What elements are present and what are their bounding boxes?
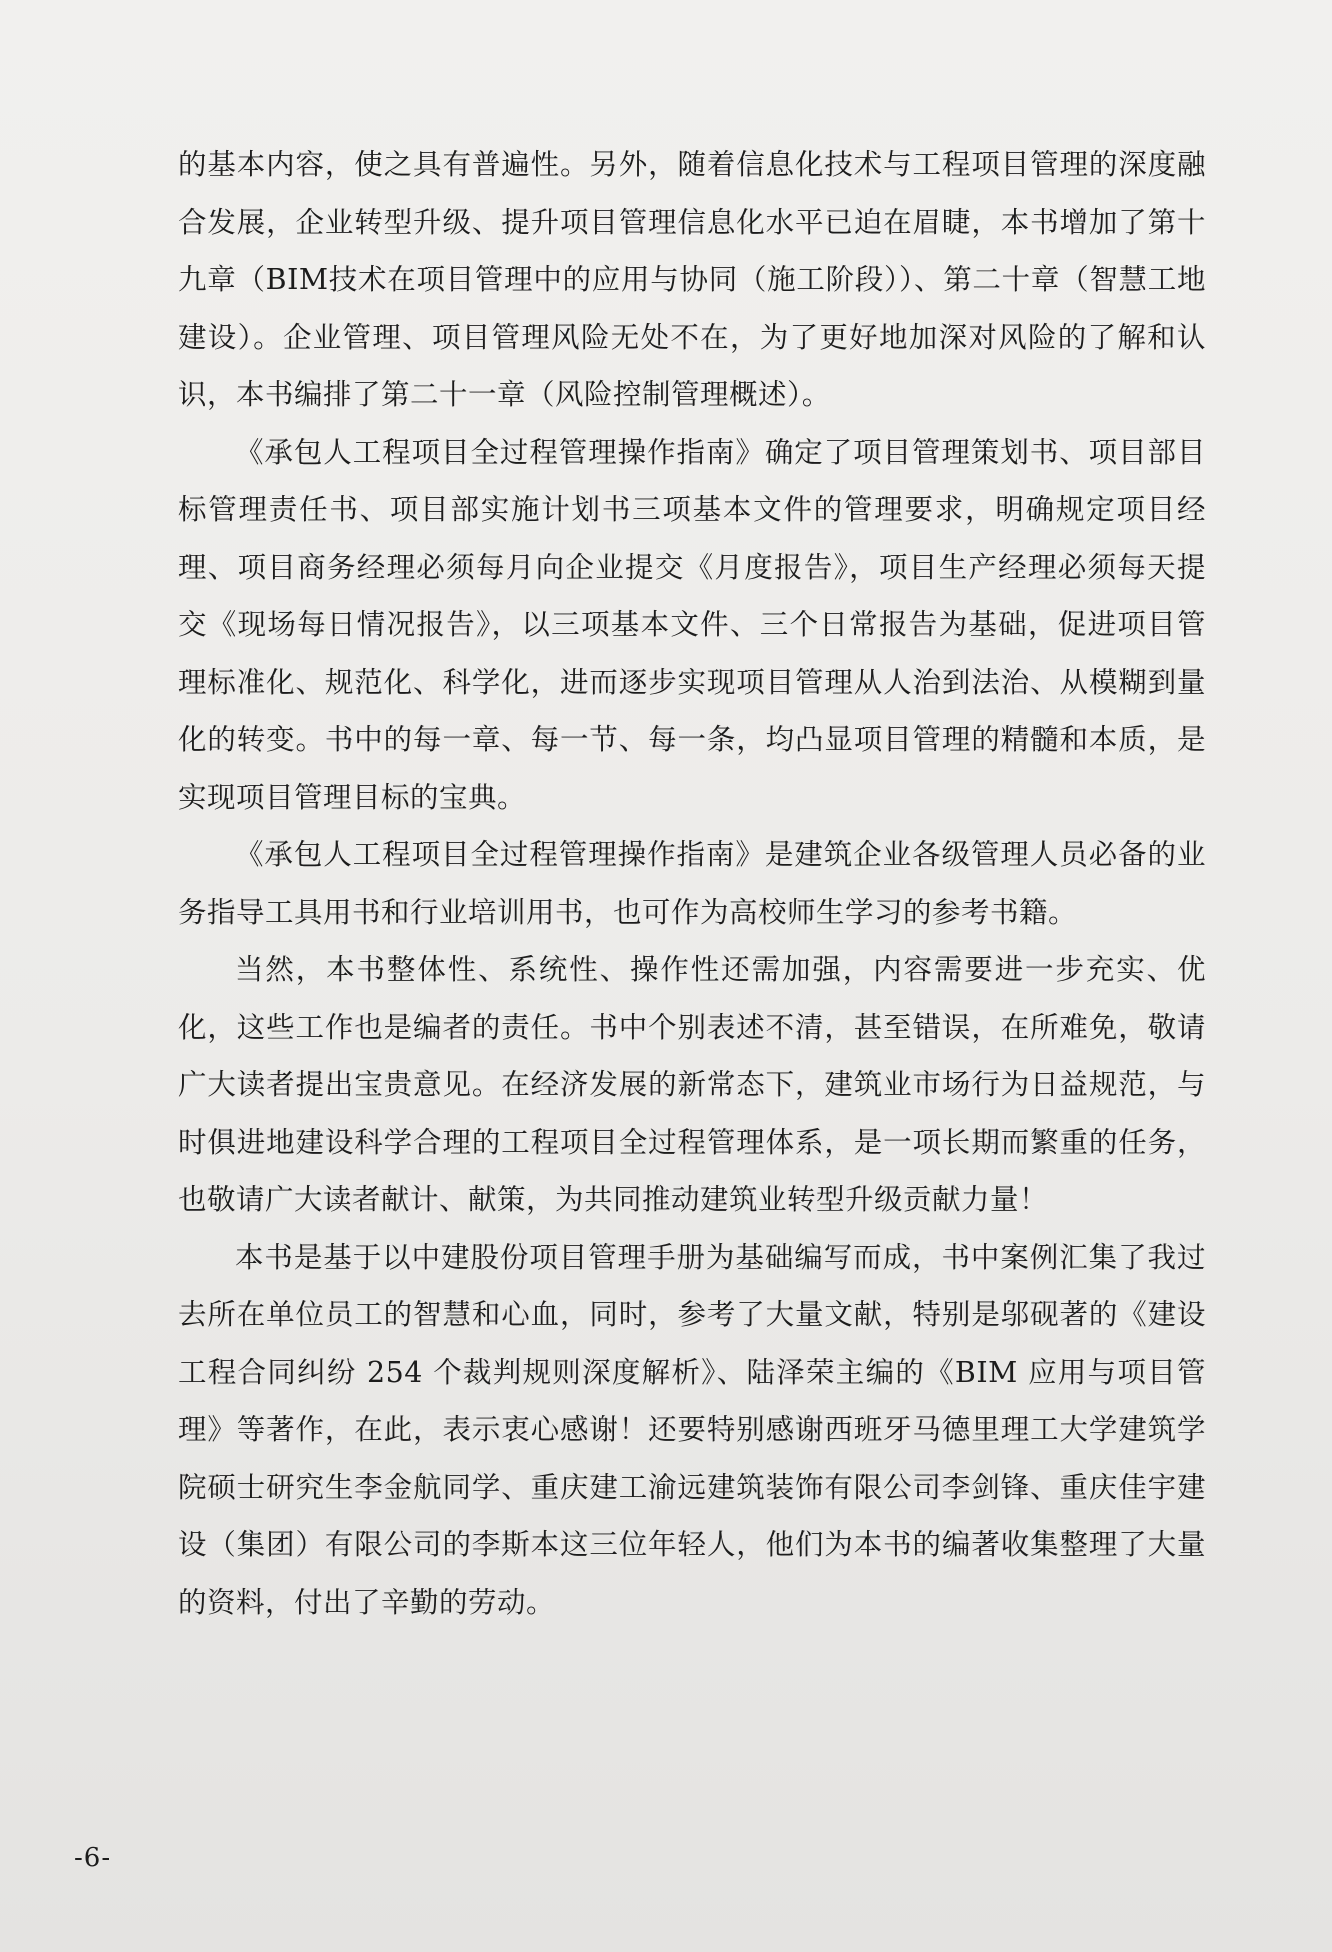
page-number: -6- bbox=[74, 1843, 112, 1873]
paragraph-2: 《承包人工程项目全过程管理操作指南》确定了项目管理策划书、项目部目标管理责任书、项目部实施计划书三项基本文件的管理要求，明确规定项目经理、项目商务经理必须每月向企业提交《月度报告》，项目生产经理必须每天提交《现场每日情况报告》，以三项基本文件、三个日常报告为基础，促进项目管理标准化、规范化、科学化，进而逐步实现项目管理从人治到法治、从模糊到量化的转变。书中的每一章、每一节、每一条，均凸显项目管理的精髓和本质，是实现项目管理目标的宝典。 bbox=[178, 435, 1206, 814]
paragraph-5: 本书是基于以中建股份项目管理手册为基础编写而成，书中案例汇集了我过去所在单位员工的智慧和心血，同时，参考了大量文献，特别是邬砚著的《建设工程合同纠纷 254 个裁判规则深度解析》、陆泽荣主编的《BIM 应用与项目管理》等著作，在此，表示衷心感谢！还要特别感谢西班牙马德里理工大学建筑学院硕士研究生李金航同学、重庆建工渝远建筑装饰有限公司李剑锋、重庆佳宇建设（集团）有限公司的李斯本这三位年轻人，他们为本书的编著收集整理了大量的资料，付出了辛勤的劳动。 bbox=[178, 1240, 1206, 1619]
paragraph-4: 当然，本书整体性、系统性、操作性还需加强，内容需要进一步充实、优化，这些工作也是编者的责任。书中个别表述不清，甚至错误，在所难免，敬请广大读者提出宝贵意见。在经济发展的新常态下，建筑业市场行为日益规范，与时俱进地建设科学合理的工程项目全过程管理体系，是一项长期而繁重的任务，也敬请广大读者献计、献策，为共同推动建筑业转型升级贡献力量！ bbox=[178, 953, 1206, 1216]
paragraph-1: 的基本内容，使之具有普遍性。另外，随着信息化技术与工程项目管理的深度融合发展，企业转型升级、提升项目管理信息化水平已迫在眉睫，本书增加了第十九章（BIM技术在项目管理中的应用与协同（施工阶段））、第二十章（智慧工地建设）。企业管理、项目管理风险无处不在，为了更好地加深对风险的了解和认识，本书编排了第二十一章（风险控制管理概述）。 bbox=[178, 148, 1206, 411]
body-text bbox=[178, 136, 1206, 1631]
paragraph-3: 《承包人工程项目全过程管理操作指南》是建筑企业各级管理人员必备的业务指导工具用书和行业培训用书，也可作为高校师生学习的参考书籍。 bbox=[178, 838, 1206, 929]
